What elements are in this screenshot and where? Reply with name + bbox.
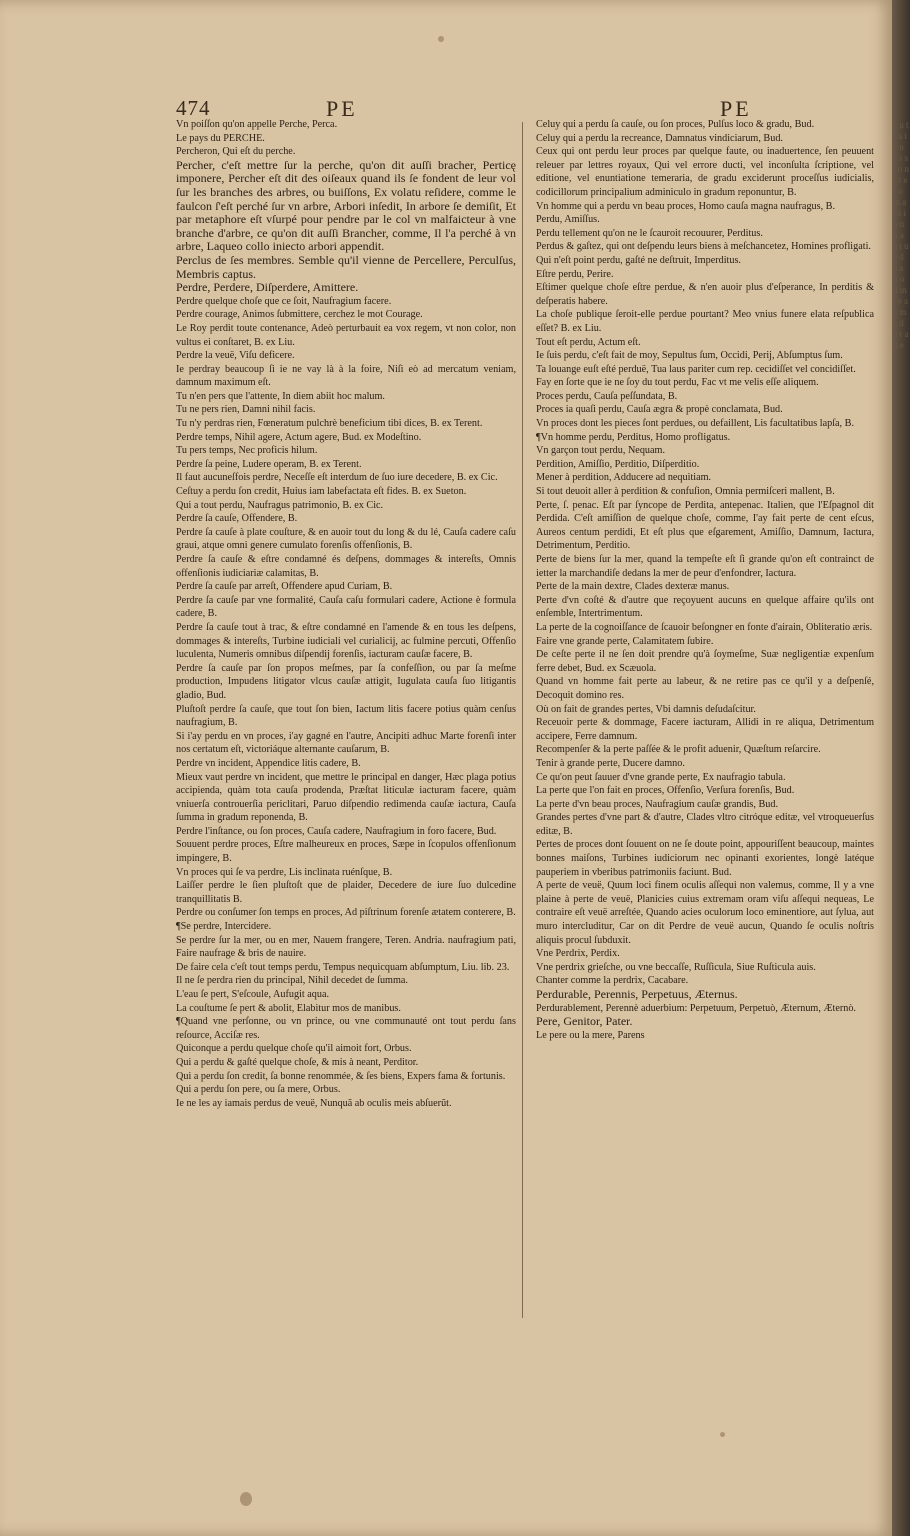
dictionary-entry: La perte d'vn beau proces, Naufragium cauſæ grandis, Bud. [536,798,779,810]
dictionary-entry: La couſtume ſe pert & abolit, Elabitur mos de manibus. [176,1002,401,1014]
dictionary-entry: De ceſte perte il ne ſen doit prendre qu'à ſoymeſme, Suæ negligentiæ expenſum ferre debet, Bud. ex Scæuola. [536,649,874,674]
dictionary-entry: Perdre l'inſtance, ou ſon proces, Cauſa cadere, Naufragium in foro facere, Bud. [176,825,497,837]
dictionary-entry: ¶Quand vne perſonne, ou vn prince, ou vne communauté ont tout perdu ſans reſource, Acciſæ res. [176,1016,516,1041]
dictionary-entry: ¶Se perdre, Intercidere. [176,921,272,933]
dictionary-entry: Perdre, Perdere, Diſperdere, Amittere. [176,280,359,295]
dictionary-entry: Perdition, Amiſſio, Perditio, Diſperditio. [536,458,700,470]
dictionary-entry: L'eau ſe pert, S'eſcoule, Aufugit aqua. [176,989,330,1000]
dictionary-entry: Perdre courage, Animos ſubmittere, cerchez le mot Courage. [176,309,423,321]
dictionary-entry: Vn homme qui a perdu vn beau proces, Homo cauſa magna naufragus, B. [536,200,836,212]
dictionary-entry: Le pays du PERCHE. [176,132,265,144]
running-header-left: PE [326,96,358,121]
dictionary-entry: Pere, Genitor, Pater. [536,1014,633,1029]
dictionary-entry: Mener à perdition, Adducere ad nequitiam. [536,472,712,484]
dictionary-entry: Recompenſer & la perte paſſée & le profit aduenir, Quæſtum reſarcire. [536,744,821,756]
dictionary-entry: Qui a perdu ſon credit, ſa bonne renommée, & ſes biens, Expers fama & fortunis. [176,1070,506,1082]
dictionary-entry: Percher, c'eſt mettre ſur la perche, qu'on dit auſſi bracher, Perticę imponere, Percher eſt dit des oiſeaux quand ils ſe fondent de leur vol ſur les branches des arbres, ou buiſſons, Ex volatu reſidere, comme le faulcon ſ'eſt perché ſur vn arbre, Arbori inſedit, In arbore ſe demiſit, Et par metaphore eſt vſurpé pour pendre par le col vn malfaicteur à vne branche d'arbre, ce qu'on dit auſſi Brancher, comme, Il l'a perché à vn arbre, Laqueo collo iniecto arbori appendit. [176,157,516,254]
foxing-spot [720,1432,725,1437]
dictionary-entry: Qui n'eſt point perdu, gaſté ne deſtruit, Imperditus. [536,254,741,266]
dictionary-entry: Ta louange euſt eſté perduë, Tua laus pariter cum rep. cecidiſſet vel concidiſſet. [536,363,856,375]
dictionary-entry: Vne Perdrix, Perdix. [536,948,620,960]
dictionary-entry: Vn poiſſon qu'on appelle Perche, Perca. [176,119,338,130]
next-page-edge-text: e u t r a t a n s s s i o n s t e r o m a i s i o n p a e t u e d e a n o d m i e a a m a d o t a d e [893,120,909,350]
running-header-right: PE [720,96,752,121]
dictionary-entry: Vn proces qui ſe va perdre, Lis inclinata ruénſque, B. [176,866,393,878]
dictionary-entry: Souuent perdre proces, Eſtre malheureux en proces, Sæpe in ſcopulos offenſionum impingere, B. [176,839,516,865]
dictionary-entry: Où on fait de grandes pertes, Vbi damnis deſudaſcitur. [536,703,756,715]
dictionary-entry: Qui a tout perdu, Naufragus patrimonio, B. ex Cic. [176,499,384,511]
dictionary-entry: Perdre ſa cauſe à plate couſture, & en auoir tout du long & du lé, Cauſa cadere caſu graui, atque omni genere cumulato forenſis offenſionis, B. [176,526,516,552]
dictionary-entry: Quiconque a perdu quelque choſe qu'il aimoit fort, Orbus. [176,1043,412,1055]
left-column [176,118,516,1110]
dictionary-entry: Perdre vn incident, Appendice litis cadere, B. [176,757,361,769]
dictionary-entry: Perdre ſa cauſe tout à trac, & eſtre condamné en l'amende & en tous les deſpens, dommages & intereſts, Turbine iudiciali vel curialicij, ac fulmine percuti, Offenſio luculenta, Numeris omnibus diſpendij forenſis, iacturam cauſæ facere, B. [176,621,516,661]
dictionary-entry: Perdre ſa cauſe par ſon propos meſmes, par ſa confeſſion, ou par ſa meſme production, Impudens litigator vlcus cauſæ attigit, Iugulata cauſa ſuo litigantis gladio, Bud. [176,662,516,701]
dictionary-entry: Tu n'en pers que l'attente, In diem abiit hoc malum. [176,390,385,402]
dictionary-entry: Eſtimer quelque choſe eſtre perdue, & n'en auoir plus d'eſperance, In perditis & deſperatis habere. [536,282,874,307]
foxing-spot [240,1492,252,1506]
dictionary-entry: Perdre temps, Nihil agere, Actum agere, Bud. ex Modeſtino. [176,431,422,443]
dictionary-entry: Se perdre ſur la mer, ou en mer, Nauem frangere, Teren. Andria. naufragium pati, Faire naufrage & bris de nauire. [176,934,516,960]
dictionary-entry: Vn proces dont les pieces ſont perdues, ou defaillent, Lis facultatibus lapſa, B. [536,418,854,430]
dictionary-entry: Ie ne les ay iamais perdus de veuë, Nunquã ab oculis meis abſuerũt. [176,1097,452,1109]
dictionary-entry: La choſe publique ſeroit-elle perdue pourtant? Meo vnius funere elata reſpublica eſſet? B. ex Liu. [536,309,874,334]
dictionary-entry: Si tout deuoit aller à perdition & confuſion, Omnia permiſceri mallent, B. [536,486,835,498]
dictionary-entry: Grandes pertes d'vne part & d'autre, Clades vltro citróque editæ, vel vtroqueuerſus editæ, B. [536,812,874,837]
dictionary-entry: Tu n'y perdras rien, Fœneratum pulchrè beneficium tibi dices, B. ex Terent. [176,418,483,430]
dictionary-entry: Perdre ſa cauſe, Offendere, B. [176,513,298,525]
dictionary-entry: Chanter comme la perdrix, Cacabare. [536,975,689,987]
dictionary-entry: Perte, ſ. penac. Eſt par ſyncope de Perdita, antepenac. Italien, que l'Eſpagnol dit Perdida. C'eſt amiſſion de quelque choſe, comme, I'ay fait perte de cent eſcus, Aureos centum perdidi, Et eſt plus que eſgarement, Amiſſio, Damnum, Iactura, Detrimentum, Perditio. [536,499,874,552]
dictionary-entry: Qui a perdu & gaſté quelque choſe, & mis à neant, Perditor. [176,1056,419,1068]
dictionary-entry: Proces ia quaſi perdu, Cauſa ægra & propè conclamata, Bud. [536,404,783,416]
dictionary-entry: Tu pers temps, Nec proficis hilum. [176,445,318,457]
dictionary-entry: Mieux vaut perdre vn incident, que mettre le principal en danger, Hæc plaga potius accipienda, quàm tota cauſa prodenda, Præſtat liticulæ iacturam facere, quàm vniuerſa controuerſia periclitari, Paruo diſpendio redimenda cauſæ iactura, Cauſa ſumma in gradum reponenda, B. [176,771,516,824]
dictionary-entry: Tenir à grande perte, Ducere damno. [536,757,685,769]
dictionary-entry: Perclus de ſes membres. Semble qu'il vienne de Percellere, Perculſus, Membris captus. [176,252,516,281]
page-number: 474 [176,96,211,120]
dictionary-entry: Ceſtuy a perdu ſon credit, Huius iam labefactata eſt fides. B. ex Sueton. [176,486,467,498]
dictionary-entry: Il ne ſe perdra rien du principal, Nihil decedet de ſumma. [176,975,408,987]
dictionary-entry: Pertes de proces dont ſouuent on ne ſe doute point, appouriſſent beaucoup, maintes bonnes maiſons, Turbines iudiciorum nec opinanti exorientes, longè latéque pauperiem in vberibus patrimoniis faciunt. Bud. [536,839,874,878]
dictionary-entry: Celuy qui a perdu la recreance, Damnatus vindiciarum, Bud. [536,132,783,144]
dictionary-entry: De faire cela c'eſt tout temps perdu, Tempus nequicquam abſumptum, Liu. lib. 23. [176,961,510,973]
dictionary-entry: Perdus & gaſtez, qui ont deſpendu leurs biens à meſchancetez, Homines profligati. [536,241,871,253]
dictionary-entry: Eſtre perdu, Perire. [536,268,614,280]
dictionary-entry: Perdu, Amiſſus. [536,214,600,226]
dictionary-entry: Perdre ſa peine, Ludere operam, B. ex Terent. [176,458,362,470]
dictionary-entry: Vn garçon tout perdu, Nequam. [536,445,666,457]
dictionary-entry: La perte de la cognoiſſance de ſcauoir beſongner en fonte d'airain, Obliteratio æris. [536,621,873,633]
dictionary-entry: La perte que l'on fait en proces, Offenſio, Verſura forenſis, Bud. [536,785,795,797]
dictionary-entry: Perdre ou conſumer ſon temps en proces, Ad piſtrinum forenſe ætatem conterere, B. [176,907,516,919]
dictionary-entry: Percheron, Qui eſt du perche. [176,146,296,158]
dictionary-entry: Tout eſt perdu, Actum eſt. [536,336,641,348]
dictionary-entry: Ie perdray beaucoup ſi ie ne vay là à la foire, Niſi eò ad mercatum veniam, damnum maximum eſt. [176,363,516,389]
dictionary-entry: Perdurablement, Perennè aduerbium: Perpetuum, Perpetuò, Æternum, Æternò. [536,1002,856,1014]
dictionary-entry: Perte de biens ſur la mer, quand la tempeſte eſt ſi grande qu'on eſt contrainct de ietter la marchandiſe dedans la mer de peur d'enfondrer, Iactura. [536,554,874,579]
dictionary-entry: Ce qu'on peut ſauuer d'vne grande perte, Ex naufragio tabula. [536,771,786,783]
dictionary-entry: Si i'ay perdu en vn proces, i'ay gagné en l'autre, Ancipiti adhuc Marte forenſi inter nos certatum eſt, victoriáque alternante cauſarum, B. [176,730,516,756]
dictionary-entry: Proces perdu, Cauſa peſſundata, B. [536,390,678,402]
dictionary-entry: Il faut aucuneſfois perdre, Neceſſe eſt interdum de ſuo iure decedere, B. ex Cic. [176,472,498,484]
dictionary-entry: Perdre ſa cauſe & eſtre condamné és deſpens, dommages & intereſts, Omnis offenſionis iudiciariæ calamitas, B. [176,554,516,579]
foxing-spot [438,36,444,42]
dictionary-entry: Perdre la veuë, Viſu deficere. [176,350,295,362]
dictionary-entry: Ceux qui ont perdu leur proces par quelque faute, ou inaduertence, ſen peuuent releuer par lettres royaux, Qui vel errore ducti, vel inconſulta ſcriptione, vel editione, vel enuntiatione temeraria, de gradu exciderunt proceſſus iudicialis, codicillorum principalium adminiculo in gradum reponuntur, B. [536,146,874,198]
dictionary-entry: Celuy qui a perdu ſa cauſe, ou ſon proces, Pulſus loco & gradu, Bud. [536,119,815,130]
dictionary-entry: Ie ſuis perdu, c'eſt fait de moy, Sepultus ſum, Occidi, Perij, Abſumptus ſum. [536,350,843,362]
dictionary-entry: Vne perdrix grieſche, ou vne beccaſſe, Ruſſicula, Siue Ruſticula auis. [536,961,816,973]
dictionary-entry: ¶Vn homme perdu, Perditus, Homo profligatus. [536,431,731,443]
dictionary-entry: Perte de la main dextre, Clades dexteræ manus. [536,581,730,593]
dictionary-entry: Perdre ſa cauſe par vne formalité, Cauſa caſu formulari cadere, Actione è formula cadere, B. [176,594,516,620]
dictionary-entry: Laiſſer perdre le ſien pluſtoſt que de plaider, Decedere de iure ſuo dulcedine tranquillitatis B. [176,880,516,905]
dictionary-entry: Tu ne pers rien, Damni nihil facis. [176,404,316,416]
dictionary-entry: Perdre quelque choſe que ce ſoit, Naufragium facere. [176,295,392,307]
dictionary-entry: Le pere ou la mere, Parens [536,1029,645,1041]
dictionary-entry: A perte de veuë, Quum loci finem oculis aſſequi non valemus, comme, Il y a vne plaine à perte de veuë, Planicies cuius extremam oram viſu aſſequi nequeas, Le contraire eſt veuë arreſtée, Quando acies oculorum loco eminentiore, aut ſylua, aut muro intercluditur, Car on dit Perdre de veuë aucun, Quando ſe oculis noſtris aliquis procul ſubduxit. [536,880,874,946]
dictionary-entry: Perte d'vn coſté & d'autre que reçoyuent aucuns en quelque affaire qu'ils ont enſemble, Intertrimentum. [536,594,874,620]
dictionary-entry: Le Roy perdit toute contenance, Adeò perturbauit ea vox regem, vt non color, non vultus ei conſtaret, B. ex Liu. [176,322,516,348]
dictionary-entry: Perdurable, Perennis, Perpetuus, Æternus. [536,987,738,1001]
dictionary-entry: Quand vn homme fait perte au labeur, & ne retire pas ce qu'il y a deſpenſé, Decoquit domino res. [536,676,874,701]
dictionary-entry: Perdre ſa cauſe par arreſt, Offendere apud Curiam, B. [176,581,393,593]
dictionary-entry: Qui a perdu ſon pere, ou ſa mere, Orbus. [176,1084,341,1096]
dictionary-entry: Perdu tellement qu'on ne le ſcauroit recouurer, Perditus. [536,227,763,239]
dictionary-entry: Pluſtoſt perdre ſa cauſe, que tout ſon bien, Iactum litis facere potius quàm cenſus naufragium, B. [176,703,516,729]
right-column [536,118,874,1042]
dictionary-entry: Receuoir perte & dommage, Facere iacturam, Allidi in re aliqua, Detrimentum accipere, Ferre damnum. [536,717,874,742]
dictionary-entry: Faire vne grande perte, Calamitatem ſubire. [536,635,714,647]
column-divider [522,122,523,1318]
dictionary-entry: Fay en ſorte que ie ne ſoy du tout perdu, Fac vt me velis eſſe aliquem. [536,377,819,389]
